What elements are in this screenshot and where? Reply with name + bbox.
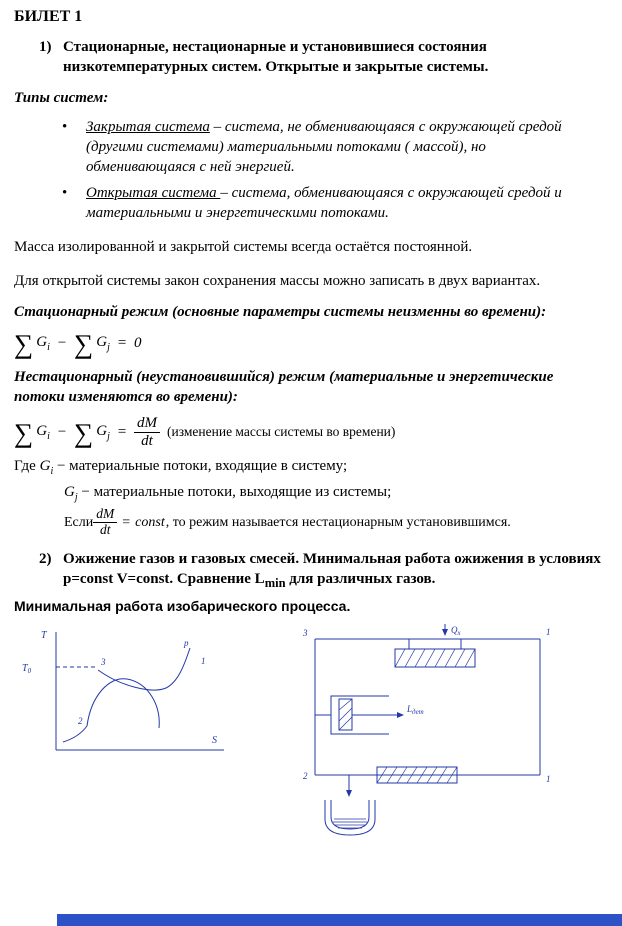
flow-in-var: $G_i$ [36,333,50,353]
open-system-paragraph: Для открытой системы закон сохранения массы можно записать в двух вариантах. [14,273,541,290]
dewar-vessel-outer [325,800,375,835]
piston-hatch [339,699,352,730]
q-label: $Q_x$ [451,625,461,638]
liquefaction-schematic [297,622,617,842]
question-1-text: Стационарные, нестационарные и установившиеся состояния низкотемпературных систем. Открытые и закрытые системы. [63,39,489,76]
open-system-term: Открытая система [86,184,221,201]
equals-sign: = [122,514,131,530]
mass-paragraph: Масса изолированной и закрытой системы всегда остаётся постоянной. [14,239,473,255]
stationary-heading: Стационарный режим (основные параметры системы неизменны во времени): [14,303,547,320]
diagrams-row [14,622,604,842]
closed-system-text [86,117,604,178]
bullet-icon: • [62,184,68,201]
nonstationary-heading: Нестационарный (неустановившийся) режим (материальные и энергетические потоки изменяются во времени): [14,368,554,405]
top-exchanger-hatch [395,649,475,667]
where-gi-definition: − материальные потоки, входящие в систему; [53,458,348,475]
minus-operator: − [56,334,67,351]
flow-out-var: $G_j$ [64,483,78,503]
sum-symbol: ∑ [14,417,34,448]
stationary-formula [14,330,604,357]
fraction-numerator: dM [134,415,160,433]
where-gi-line [14,456,604,479]
question-2 [14,549,604,592]
where-gj-definition: − материальные потоки, выходящие из системы; [77,483,392,500]
const-word: const [135,514,165,530]
where-lead: Где [14,458,40,475]
flow-out-var: $G_j$ [96,333,110,353]
s-axis-label: S [212,735,217,747]
system-types-list [14,117,604,223]
work-label: $L_{дет}$ [407,704,424,717]
corner-top-left-label: 3 [303,628,308,639]
flow-in-var: $G_i$ [39,458,54,478]
dM-dt-fraction [134,415,160,449]
point-1-label: 1 [201,656,206,667]
corner-bottom-left-label: 2 [303,771,308,782]
open-system-text [86,183,604,224]
if-lead: Если [64,514,94,530]
zero-value: 0 [134,334,142,351]
top-heat-exchanger [395,649,475,667]
isobaric-heading: Минимальная работа изобарического процесса. [14,598,351,615]
list-item-open-system [14,183,604,224]
sum-symbol: ∑ [14,328,34,359]
point-2-label: 2 [78,716,83,727]
point-3-label: 3 [101,657,106,668]
document-title: БИЛЕТ 1 [14,8,83,25]
if-tail: , то режим называется нестационарным установившимся. [165,514,511,530]
formula-note: (изменение массы системы во времени) [167,424,396,440]
question-2-number: 2) [39,550,52,567]
corner-bottom-right-label: 1 [546,774,551,785]
equals-sign: = [116,334,127,351]
types-heading: Типы систем: [14,89,109,106]
footer-bar [57,914,622,926]
nonstationary-formula [14,415,604,449]
corner-top-right-label: 1 [546,627,551,638]
minus-operator: − [56,423,67,440]
dM-dt-fraction: $\frac{dM}{dt}$ [93,507,117,538]
t0-label: $T_0$ [22,663,32,676]
bullet-icon: • [62,118,68,135]
sum-symbol: ∑ [74,328,94,359]
where-gj-line [64,482,604,505]
open-system-definition: – система, обменивающаяся с окружающей средой и материальными и энергетическими потоками. [86,184,562,221]
list-item-closed-system [14,117,604,178]
question-1-number: 1) [39,39,52,55]
sum-symbol: ∑ [74,417,94,448]
pressure-label: p [184,638,189,649]
question-1 [14,37,604,78]
dome-tail-curve [63,726,87,742]
ts-diagram [14,622,249,772]
if-const-line [64,507,604,538]
lmin-subscript: min [264,576,286,591]
fraction-denominator: dt [141,432,153,449]
t-axis-label: T [41,630,47,642]
closed-system-term: Закрытая система [86,118,210,135]
flow-out-var: $G_j$ [96,422,110,442]
pressure-curve [98,648,190,690]
equals-sign: = [116,423,127,440]
saturation-dome-curve [87,679,159,728]
flow-in-var: $G_i$ [36,422,50,442]
closed-system-definition: – система, не обменивающаяся с окружающей средой (другими системами) материальными потоками ( массой), но обменивающаяся с ней энергией. [86,118,562,176]
question-2-text: Ожижение газов и газовых смесей. Минимальная работа ожижения в условиях p=const V=const. Сравнение $L_{min}$ для различных газов. [63,550,601,591]
